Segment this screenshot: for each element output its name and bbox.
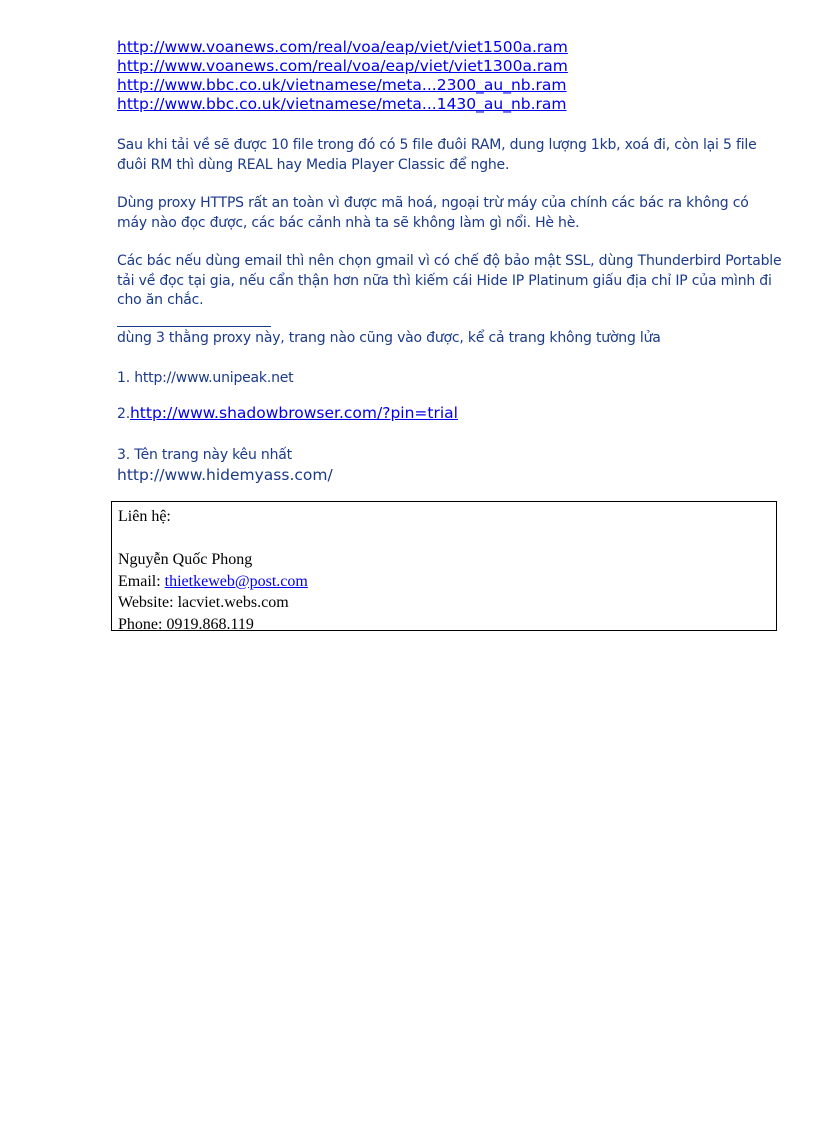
contact-box (111, 501, 777, 631)
link-voa-1500[interactable]: http://www.voanews.com/real/voa/eap/viet/viet1500a.ram (117, 38, 568, 56)
link-shadowbrowser[interactable]: http://www.shadowbrowser.com/?pin=trial (129, 404, 458, 422)
stream-links (117, 38, 797, 114)
paragraph-download-instructions: Sau khi tải về sẽ được 10 file trong đó có 5 file đuôi RAM, dung lượng 1kb, xoá đi, còn lại 5 file đuôi RM thì dùng REAL hay Media Player Classic để nghe. (117, 137, 757, 173)
contact-email-label: Email: (118, 572, 165, 590)
paragraph-email-advice: Các bác nếu dùng email thì nên chọn gmail vì có chế độ bảo mật SSL, dùng Thunderbird Portable tải về đọc tại gia, nếu cẩn thận hơn nữa thì kiếm cái Hide IP Platinum giấu địa chỉ IP của mình đi cho ăn chắc. (117, 253, 782, 308)
proxy-item-1: 1. http://www.unipeak.net (117, 370, 294, 386)
proxy-item-3-url: http://www.hidemyass.com/ (117, 465, 333, 484)
contact-phone: Phone: 0919.868.119 (118, 615, 254, 633)
link-bbc-2300[interactable]: http://www.bbc.co.uk/vietnamese/meta...2300_au_nb.ram (117, 76, 567, 94)
paragraph-https-proxy: Dùng proxy HTTPS rất an toàn vì được mã hoá, ngoại trừ máy của chính các bác ra không có máy nào đọc được, các bác cảnh nhà ta sẽ không làm gì nổi. Hè hè. (117, 195, 749, 231)
proxy-item-3 (117, 446, 782, 485)
link-bbc-1430[interactable]: http://www.bbc.co.uk/vietnamese/meta...1430_au_nb.ram (117, 95, 567, 113)
proxy-item-2-number: 2. (117, 406, 130, 422)
contact-website: Website: lacviet.webs.com (118, 594, 289, 611)
paragraph-proxy-intro: dùng 3 thằng proxy này, trang nào cũng vào được, kể cả trang không tường lửa (117, 330, 661, 346)
contact-email-link[interactable]: thietkeweb@post.com (164, 572, 308, 590)
proxy-item-3-label: 3. Tên trang này kêu nhất (117, 447, 292, 463)
contact-spacer (118, 528, 776, 550)
link-voa-1300[interactable]: http://www.voanews.com/real/voa/eap/viet/viet1300a.ram (117, 57, 568, 75)
contact-email-row (118, 571, 776, 593)
contact-name: Nguyễn Quốc Phong (118, 551, 253, 568)
separator-line (117, 326, 271, 327)
proxy-item-2 (117, 404, 782, 425)
contact-heading: Liên hệ: (118, 508, 171, 525)
